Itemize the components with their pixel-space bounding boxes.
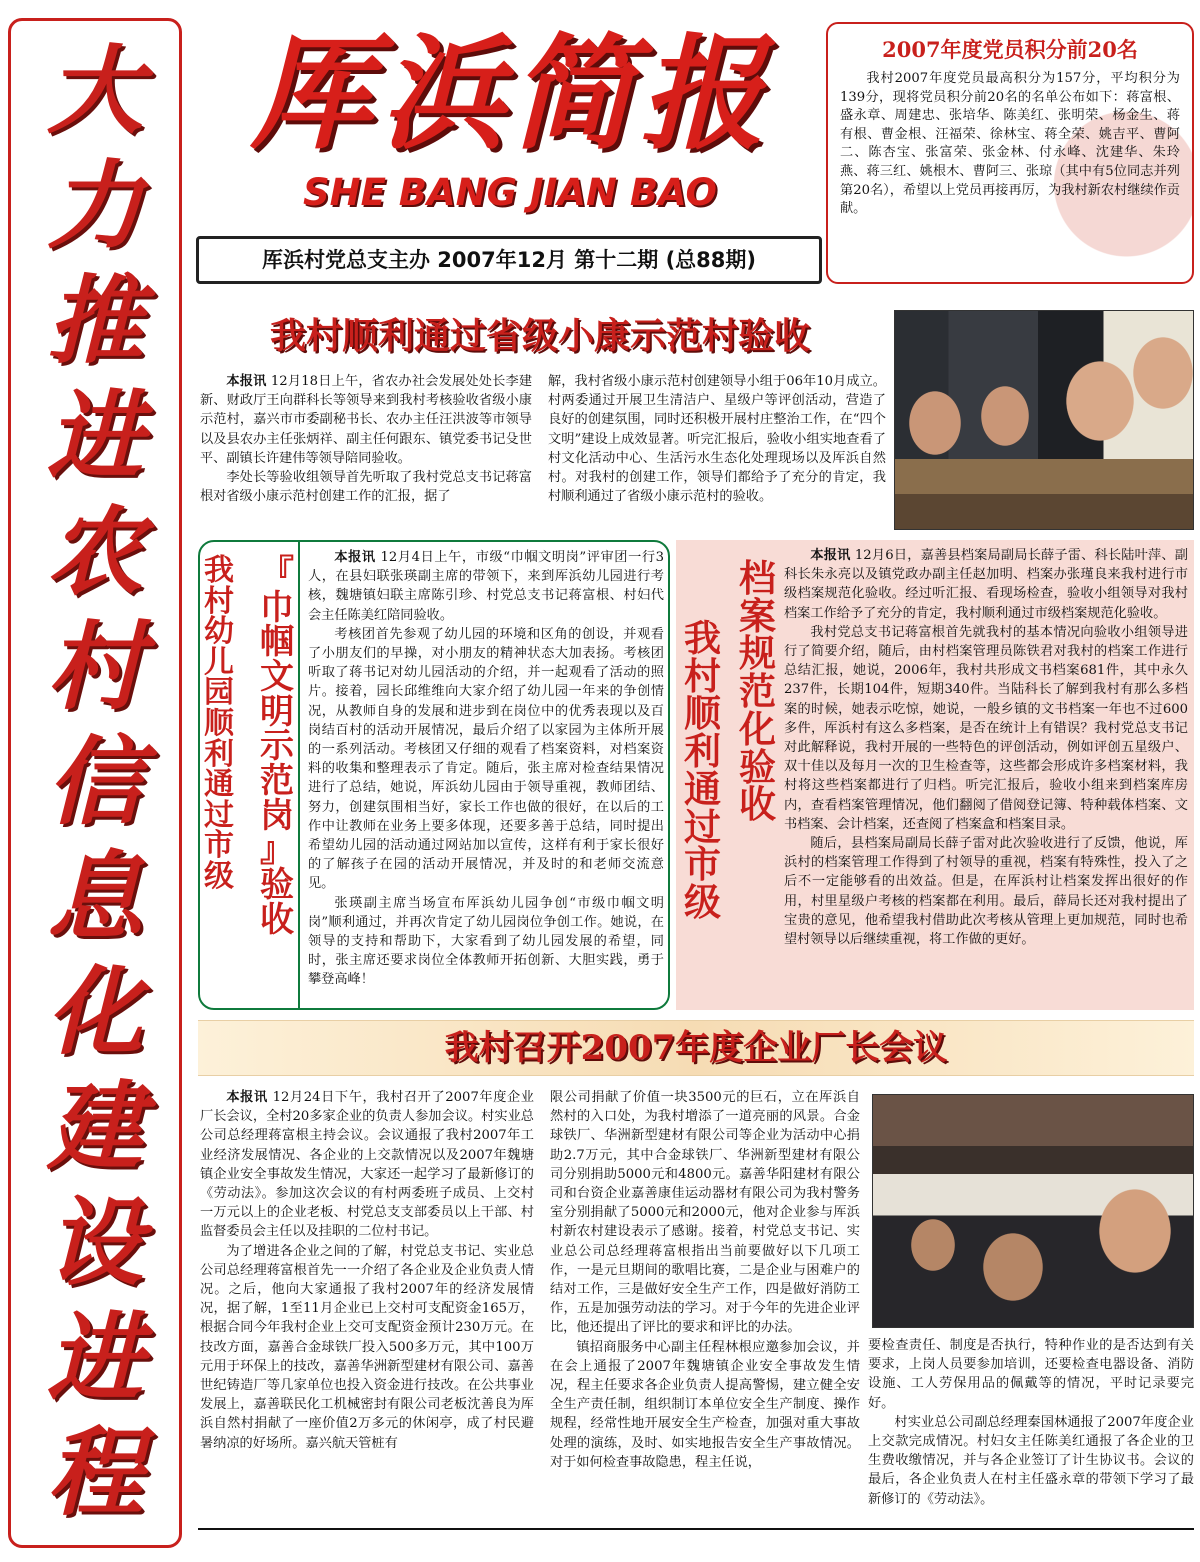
article2-title-col1 — [260, 553, 294, 996]
article1-paragraph — [200, 372, 532, 468]
vertical-title-char: 过 — [684, 805, 721, 849]
vertical-title-char: 范 — [739, 670, 776, 714]
inspection-photo — [894, 310, 1194, 530]
vertical-title-char: 化 — [739, 707, 776, 751]
vertical-title-char: 通 — [204, 767, 234, 803]
article4-paragraph: 限公司捐献了价值一块3500元的巨石，立在厍浜自然村的入口处，为我村增添了一道亮丽的风景。合金球铁厂、华洲新型建材有限公司等企业为活动中心捐助2.7万元，其中合金球铁厂、华洲新型建材有限公司分别捐助5000元和4800元。嘉善华阳建材有限公司和台资企业嘉善康佳运动器材有限公司为我村警务室分别捐献了5000元和2000元，他对企业参与厍浜村新农村建设表示了感谢。接着，村党总支书记、实业总公司总经理蒋富根指出当前要做好以下几项工作，一是元旦期间的歌唱比赛，二是企业与困难户的结对工作，三是做好安全生产工作，四是做好消防工作，五是加强劳动法的学习。对于今年的先进企业评比，他还提出了评比的要求和评比的办法。 — [550, 1090, 860, 1336]
article2-paragraph: 张瑛副主席当场宣布厍浜幼儿园争创“市级巾帼文明岗”顺利通过，并再次肯定了幼儿园岗位争创工作。她说，在领导的支持和帮助下，大家看到了幼儿园发展的希望，同时，张主席还要求岗位全体教师开拓创新、大胆实践，勇于攀登高峰！ — [308, 895, 664, 988]
article3-vertical-title — [684, 557, 776, 1000]
article3-paragraph: 我村党总支书记蒋富根首先就我村的基本情况向验收小组领导进行了简要介绍，随后，由村档案管理员陈铁君对我村的档案工作进行总结汇报，她说，2006年，我村共形成文书档案681件，其中永久237件，长期104件，短期340件。当陆科长了解到我村有那么多档案的时候，她表示吃惊，她说，一般乡镇的文书档案一年也不过600多件，厍浜村有这么多档案，是否在统计上有错误？我村党总支书记对此解释说，我村开展的一些特色的评创活动，例如评创五星级户、双十佳以及每月一次的卫生检查等，这些都会形成许多档案材料，我村将这些档案都进行了归档。听完汇报后，验收小组来到档案库房内，查看档案管理情况，他们翻阅了借阅登记簿、特种载体档案、文书档案、会计档案，还查阅了档案盒和档案目录。 — [784, 624, 1188, 832]
article1-title: 我村顺利通过省级小康示范村验收 — [269, 315, 810, 357]
vertical-title-char: 村 — [684, 654, 721, 698]
article4-title: 我村召开2007年度企业厂长会议 — [444, 1028, 948, 1068]
article4-lead: 本报讯 — [226, 1090, 268, 1105]
slogan-banner — [8, 18, 182, 1548]
article3-text: 12月6日，嘉善县档案局副局长薛子雷、科长陆叶萍、副科长朱永亮以及镇党政办副主任赵加明、档案办张瑾良来我村进行市级档案规范化验收。经过听汇报、看现场检查，验收小组领导对我村档案工作给予了充分的肯定，我村顺利通过市级档案规范化验收。 — [784, 548, 1188, 621]
vertical-title-char: 利 — [204, 736, 234, 772]
ranking-text: 我村2007年度党员最高积分为157分，平均积分为139分，现将党员积分前20名的名单公布如下：蒋富根、盛永章、周建忠、张培华、陈美红、张明荣、杨金生、蒋有根、曹金根、汪福荣、徐林宝、蒋全荣、姚吉平、曹阿二、陈杏宝、张富荣、张金林、付永峰、沈建华、朱玲燕、蒋三红、姚根木、曹阿三、张琼（其中有5位同志并列第20名），希望以上党员再接再厉，为我村新农村继续作贡献。 — [840, 71, 1180, 217]
article2-paragraph: 考核团首先参观了幼儿园的环境和区角的创设，并观看了小朋友们的早操，对小朋友的精神状态大加表扬。考核团听取了蒋书记对幼儿园活动的介绍，并一起观看了活动的照片。接着，园长邱维维向大家介绍了幼儿园一年来的争创情况，从教师自身的发展和进步到在岗位中的优秀表现以及百岗结百村的活动开展情况，最后介绍了以家园为主体所开展的一系列活动。考核团又仔细的观看了档案资料，对档案资料的收集和整理表示了肯定。随后，张主席对检查结果情况进行了总结，她说，厍浜幼儿园由于领导重视，教师团结、努力，创建氛围相当好，家长工作也做的很好，在以后的工作中让教师在业务上要多体现，还要多善于总结，同时提出希望幼儿园的活动通过网站加以宣传，这样有利于家长很好的了解孩子在园的活动开展情况，并及时的和老师交流意见。 — [308, 626, 664, 892]
vertical-title-char: 顺 — [204, 705, 234, 741]
article3-title-col1 — [739, 557, 776, 1000]
vertical-title-char: 验 — [260, 865, 294, 906]
slogan-char: 息 — [47, 840, 143, 954]
footer-rule — [198, 1528, 1194, 1530]
article2-paragraph — [308, 548, 664, 625]
vertical-title-char: 过 — [204, 797, 234, 833]
vertical-title-char: 案 — [739, 594, 776, 638]
slogan-char: 程 — [47, 1415, 143, 1529]
masthead-title: 厍浜简报 — [249, 22, 770, 167]
vertical-title-char: 收 — [739, 783, 776, 827]
vertical-title-char: 帼 — [260, 622, 294, 663]
article3-lead: 本报讯 — [810, 548, 851, 563]
vertical-title-char: 我 — [684, 617, 721, 660]
slogan-char: 建 — [47, 1070, 143, 1184]
vertical-title-char: 验 — [739, 745, 776, 789]
article4-column-1 — [200, 1088, 534, 1520]
meeting-photo — [872, 1094, 1194, 1328]
vertical-title-char: 巾 — [260, 587, 294, 628]
article2-text: 12月4日上午，市级“巾帼文明岗”评审团一行3人，在县妇联张瑛副主席的带领下，来到厍浜幼儿园进行考核，魏塘镇妇联主席陈引珍、村党总支书记蒋富根、村妇代会主任陈美红陪同验收。 — [308, 550, 664, 623]
slogan-char: 农 — [47, 494, 143, 608]
vertical-title-char: 示 — [260, 726, 294, 767]
article2-title-col2 — [204, 553, 234, 996]
article4-text: 12月24日下午，我村召开了2007年度企业厂长会议，全村20多家企业的负责人参加会议。村实业总公司总经理蒋富根主持会议。会议通报了我村2007年工业经济发展情况、各企业的上交款情况以及2007年魏塘镇企业安全事故发生情况，大家还一起学习了最新修订的《劳动法》。参加这次会议的有村两委班子成员、上交村一万元以上的企业老板、村党总支支部委员以上干部、村监督委员会主任以及挂职的二位村书记。 — [200, 1090, 534, 1240]
vertical-title-char: 范 — [260, 761, 294, 802]
vertical-title-char: 』 — [260, 830, 294, 871]
vertical-title-char: 市 — [204, 828, 234, 864]
article1-column-1 — [200, 372, 532, 532]
slogan-char: 进 — [47, 379, 143, 493]
article1-paragraph: 李处长等验收组领导首先听取了我村党总支书记蒋富根对省级小康示范村创建工作的汇报，据了 — [200, 470, 532, 505]
vertical-title-char: 文 — [260, 657, 294, 698]
article2-body — [308, 548, 664, 1004]
article4-paragraph — [200, 1088, 534, 1242]
article2-vertical-title — [204, 553, 294, 996]
vertical-title-char: 『 — [260, 553, 294, 593]
article1-lead: 本报讯 — [226, 374, 267, 389]
article3-paragraph — [784, 546, 1188, 623]
article1-text: 12月18日上午，省农办社会发展处处长李建新、财政厅王向群科长等领导来到我村考核验收省级小康示范村，嘉兴市市委副秘书长、农办主任汪洪波等市领导以及县农办主任张炳祥、副主任何跟东、镇党委书记殳世平、副镇长许建伟等领导陪同验收。 — [200, 374, 532, 466]
slogan-char: 化 — [47, 955, 143, 1069]
article4-column-2 — [550, 1088, 860, 1520]
vertical-title-char: 市 — [684, 843, 721, 887]
article3-paragraph: 随后，县档案局副局长薛子雷对此次验收进行了反馈，他说，厍浜村的档案管理工作得到了村领导的重视，档案有特殊性，投入了之后不一定能够看的出效益。但是，在厍浜村让档案发挥出很好的作用，村里星级户考核的档案都在利用。最后，薛局长还对我村提出了宝贵的意见，他希望我村借助此次考核从管理上更加规范，同时也希望村领导以后继续重视，将工作做的更好。 — [784, 836, 1188, 948]
issue-line: 厍浜村党总支主办 2007年12月 第十二期 (总88期) — [196, 236, 822, 284]
ranking-box — [826, 22, 1194, 284]
vertical-title-char: 规 — [739, 632, 776, 676]
article2-lead: 本报讯 — [334, 550, 376, 565]
vertical-title-char: 级 — [204, 858, 234, 894]
slogan-char: 村 — [47, 609, 143, 723]
masthead-pinyin: SHE BANG JIAN BAO — [303, 171, 717, 214]
article2-divider — [298, 542, 300, 1008]
vertical-title-char: 我 — [204, 553, 234, 588]
article3-body — [784, 546, 1188, 1004]
article4-paragraph: 为了增进各企业之间的了解，村党总支书记、实业总公司总经理蒋富根首先一一介绍了各企业及企业负责人情况。之后，他向大家通报了我村2007年的经济发展情况，据了解，1至11月企业已上交村可支配资金165万，根据合同今年我村企业上交可支配资金预计230万元。在技改方面，嘉善合金球铁厂投入500多万元，其中100万元用于环保上的技改，嘉善华洲新型建材有限公司、嘉善世纪铸造厂等几家单位也投入资金进行技改。在公共事业发展上，嘉善联民化工机械密封有限公司老板沈善良为厍浜自然村捐献了一座价值2万多元的休闲亭，成了村民避暑纳凉的好场所。嘉兴航天管桩有 — [200, 1243, 534, 1451]
vertical-title-char: 顺 — [684, 692, 721, 736]
vertical-title-char: 档 — [739, 557, 776, 600]
article4-paragraph: 村实业总公司副总经理秦国林通报了2007年度企业上交款完成情况。村妇女主任陈美红通报了各企业的卫生费收缴情况，并与各企业签订了计生协议书。会议的最后，各企业负责人在村主任盛永章的带领下学习了最新修订的《劳动法》。 — [868, 1414, 1194, 1507]
article4-paragraph: 要检查责任、制度是否执行，特种作业的是否达到有关要求，上岗人员要参加培训，还要检查电器设备、消防设施、工人劳保用品的佩戴等的情况，平时记录要完好。 — [868, 1338, 1194, 1411]
article1-column-2 — [548, 372, 886, 532]
vertical-title-char: 村 — [204, 583, 234, 619]
ranking-title: 2007年度党员积分前20名 — [882, 37, 1138, 62]
vertical-title-char: 岗 — [260, 795, 294, 836]
vertical-title-char: 幼 — [204, 614, 234, 650]
slogan-char: 设 — [47, 1185, 143, 1299]
article4-paragraph: 镇招商服务中心副主任程林根应邀参加会议，并在会上通报了2007年魏塘镇企业安全事故发生情况，程主任要求各企业负责人提高警惕，建立健全安全生产责任制，组织制订本单位安全生产制度、操作规程，经常性地开展安全生产检查，加强对重大事故处理的演练，及时、如实地报告安全生产事故情况。对于如何检查事故隐患，程主任说， — [550, 1339, 860, 1470]
vertical-title-char: 通 — [684, 767, 721, 811]
slogan-char: 推 — [47, 264, 143, 378]
slogan-char: 大 — [47, 34, 143, 147]
vertical-title-char: 利 — [684, 730, 721, 774]
slogan-char: 信 — [47, 724, 143, 838]
vertical-title-char: 收 — [260, 899, 294, 940]
article1-paragraph: 解，我村省级小康示范村创建领导小组于06年10月成立。村两委通过开展卫生清洁户、星级户等评创活动，营造了良好的创建氛围，同时还积极开展村庄整治工作，在“四个文明”建设上成效显著。听完汇报后，验收小组实地查看了村文化活动中心、生活污水生态化处理现场以及厍浜自然村。对我村的创建工作，领导们都给予了充分的肯定，我村顺利通过了省级小康示范村的验收。 — [548, 374, 886, 505]
vertical-title-char: 明 — [260, 691, 294, 732]
article4-column-3 — [868, 1336, 1194, 1526]
vertical-title-char: 儿 — [204, 644, 234, 680]
article3-title-col2 — [684, 560, 721, 1000]
slogan-char: 力 — [47, 149, 143, 263]
slogan-char: 进 — [47, 1300, 143, 1414]
vertical-title-char: 级 — [684, 881, 721, 925]
vertical-title-char: 园 — [204, 675, 234, 711]
